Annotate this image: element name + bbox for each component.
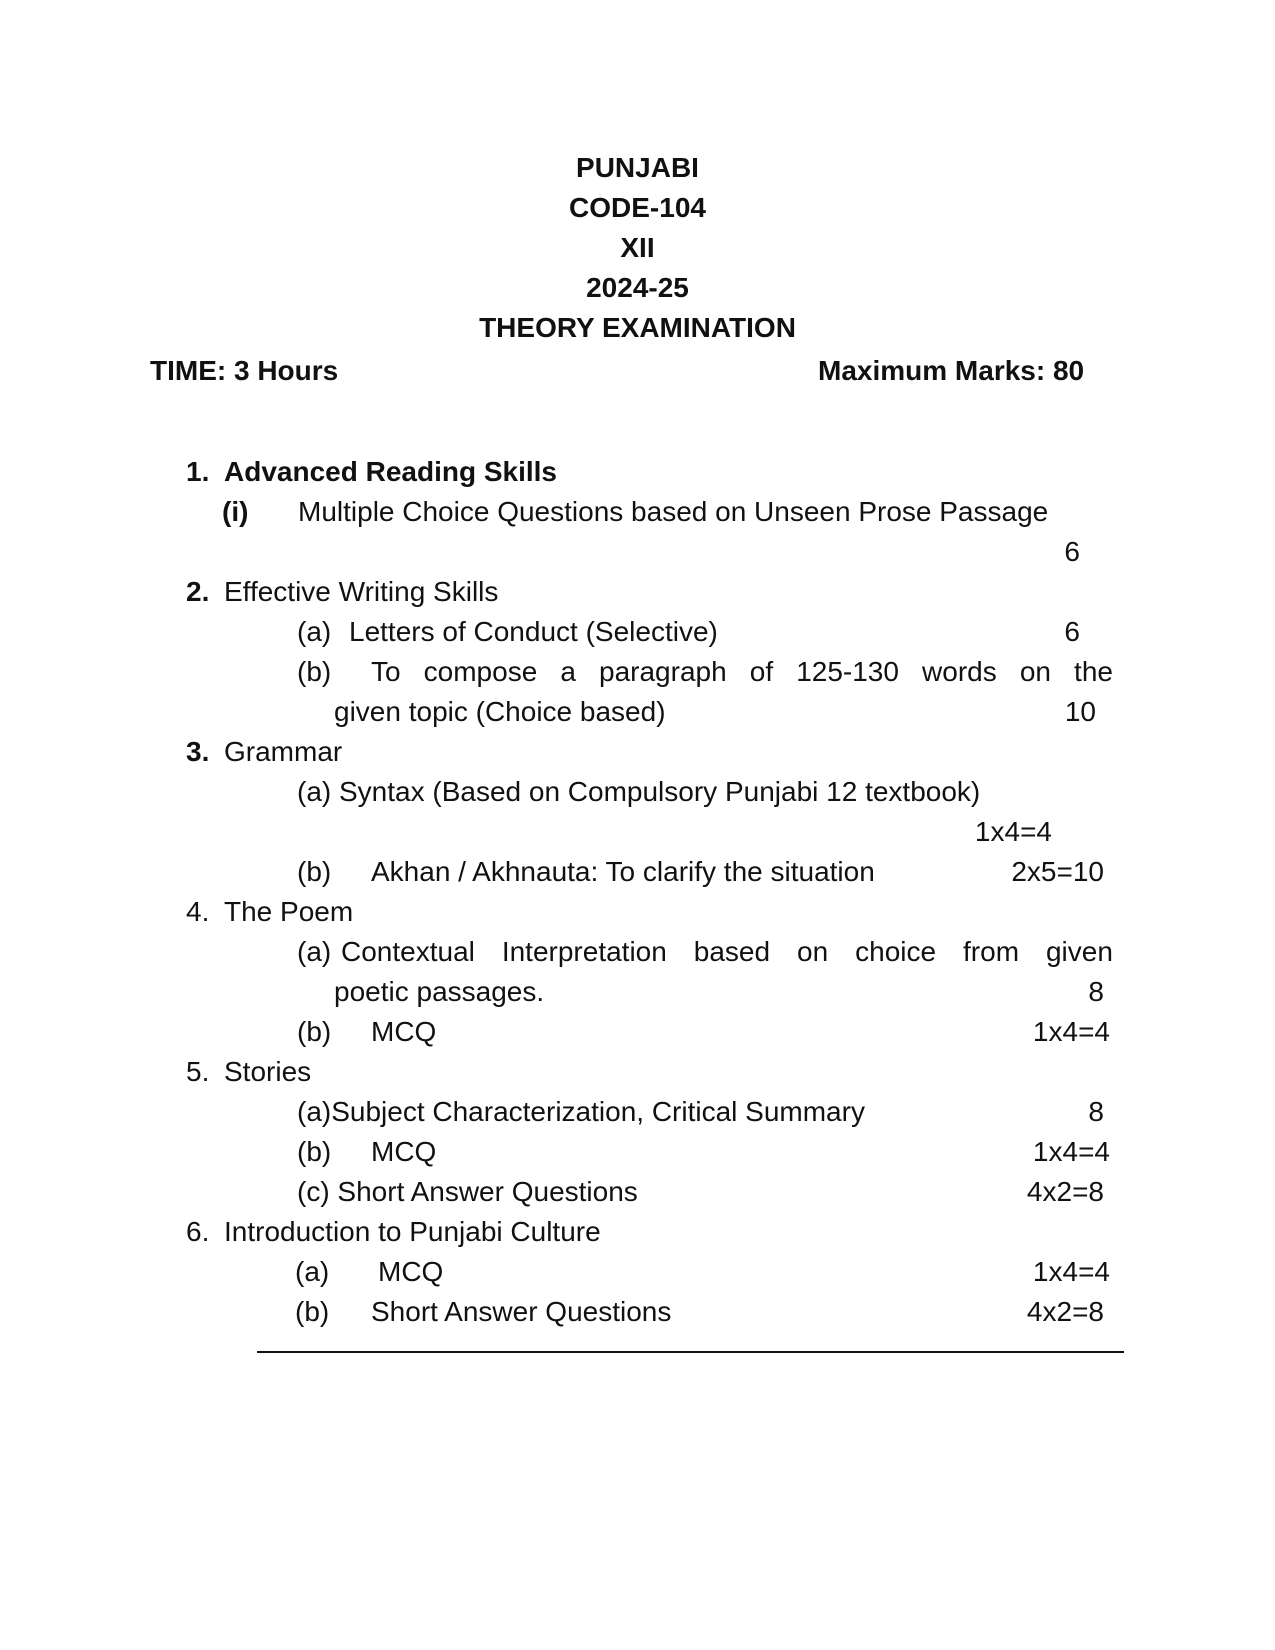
section-2-item-b-marks: 10 [1064, 696, 1096, 727]
section-5-item-a-text: (a)Subject Characterization, Critical Summary [297, 1096, 865, 1127]
word: Interpretation [501, 936, 667, 967]
section-3-number: 3. [186, 736, 210, 767]
class-label: XII [620, 232, 655, 263]
section-5-item-b-text: MCQ [371, 1136, 437, 1167]
section-3-item-a-text: (a) Syntax (Based on Compulsory Punjabi 12 textbook) [297, 776, 981, 807]
section-1-item-i-label: (i) [222, 496, 249, 527]
section-6-item-b-marks: 4x2=8 [1026, 1296, 1104, 1327]
section-2-title: Effective Writing Skills [224, 576, 499, 607]
section-3-item-a-marks: 1x4=4 [974, 816, 1052, 847]
section-4-number: 4. [186, 896, 210, 927]
subject-code: CODE-104 [569, 192, 706, 223]
word: choice [855, 936, 937, 967]
word: the [1074, 656, 1113, 687]
word: 125-130 [796, 656, 899, 687]
section-6-item-a-marks: 1x4=4 [1032, 1256, 1110, 1287]
section-5-title: Stories [224, 1056, 312, 1087]
section-2-item-b-label: (b) [297, 656, 332, 687]
word: of [749, 656, 774, 687]
word: based [693, 936, 771, 967]
section-4-item-b-marks: 1x4=4 [1032, 1016, 1110, 1047]
section-6-item-a-label: (a) [295, 1256, 330, 1287]
section-6-title: Introduction to Punjabi Culture [224, 1216, 601, 1247]
section-3-title: Grammar [224, 736, 343, 767]
section-4-title: The Poem [224, 896, 354, 927]
section-4-item-b-label: (b) [297, 1016, 332, 1047]
section-4-item-a-continuation: poetic passages. [334, 976, 545, 1007]
word: from [963, 936, 1020, 967]
title-block [0, 148, 1275, 348]
section-3-item-b-marks: 2x5=10 [1011, 856, 1104, 887]
section-5-number: 5. [186, 1056, 210, 1087]
section-4-item-b-text: MCQ [371, 1016, 437, 1047]
section-1-number: 1. [186, 456, 210, 487]
section-5-item-c-marks: 4x2=8 [1026, 1176, 1104, 1207]
word: given [1045, 936, 1113, 967]
section-5-item-b-marks: 1x4=4 [1032, 1136, 1110, 1167]
section-4-item-a-marks: 8 [1088, 976, 1104, 1007]
word: on [797, 936, 829, 967]
word: on [1019, 656, 1051, 687]
word: a [560, 656, 576, 687]
bottom-rule [257, 1351, 1124, 1353]
section-5-item-b-label: (b) [297, 1136, 332, 1167]
session-label: 2024-25 [586, 272, 689, 303]
section-6-item-a-text: MCQ [378, 1256, 444, 1287]
section-6-number: 6. [186, 1216, 210, 1247]
section-2-item-a-label: (a) [297, 616, 332, 647]
word: paragraph [599, 656, 727, 687]
section-1-item-i-text: Multiple Choice Questions based on Unseen Prose Passage [298, 496, 1049, 527]
section-2-number: 2. [186, 576, 210, 607]
section-2-item-a-text: Letters of Conduct (Selective) [349, 616, 718, 647]
time-label: TIME: 3 Hours [150, 355, 339, 386]
section-6-item-b-label: (b) [295, 1296, 330, 1327]
section-1-title: Advanced Reading Skills [224, 456, 557, 487]
section-1-item-i-marks: 6 [1064, 536, 1080, 567]
section-2-item-b-continuation: given topic (Choice based) [334, 696, 666, 727]
subject-title: PUNJABI [576, 152, 699, 183]
word: Contextual [341, 936, 475, 967]
word: compose [423, 656, 538, 687]
word: words [922, 656, 997, 687]
section-5-item-c-text: (c) Short Answer Questions [297, 1176, 638, 1207]
max-marks-label: Maximum Marks: 80 [818, 355, 1085, 386]
section-2-item-b-text [371, 652, 1113, 692]
section-2-item-a-marks: 6 [1064, 616, 1080, 647]
section-3-item-b-text: Akhan / Akhnauta: To clarify the situation [371, 856, 875, 887]
section-6-item-b-text: Short Answer Questions [371, 1296, 672, 1327]
section-4-item-a-label: (a) [297, 936, 332, 967]
section-3-item-b-label: (b) [297, 856, 332, 887]
exam-type: THEORY EXAMINATION [479, 312, 796, 343]
section-5-item-a-marks: 8 [1088, 1096, 1104, 1127]
word: To [371, 656, 401, 687]
section-4-item-a-text [341, 932, 1113, 972]
